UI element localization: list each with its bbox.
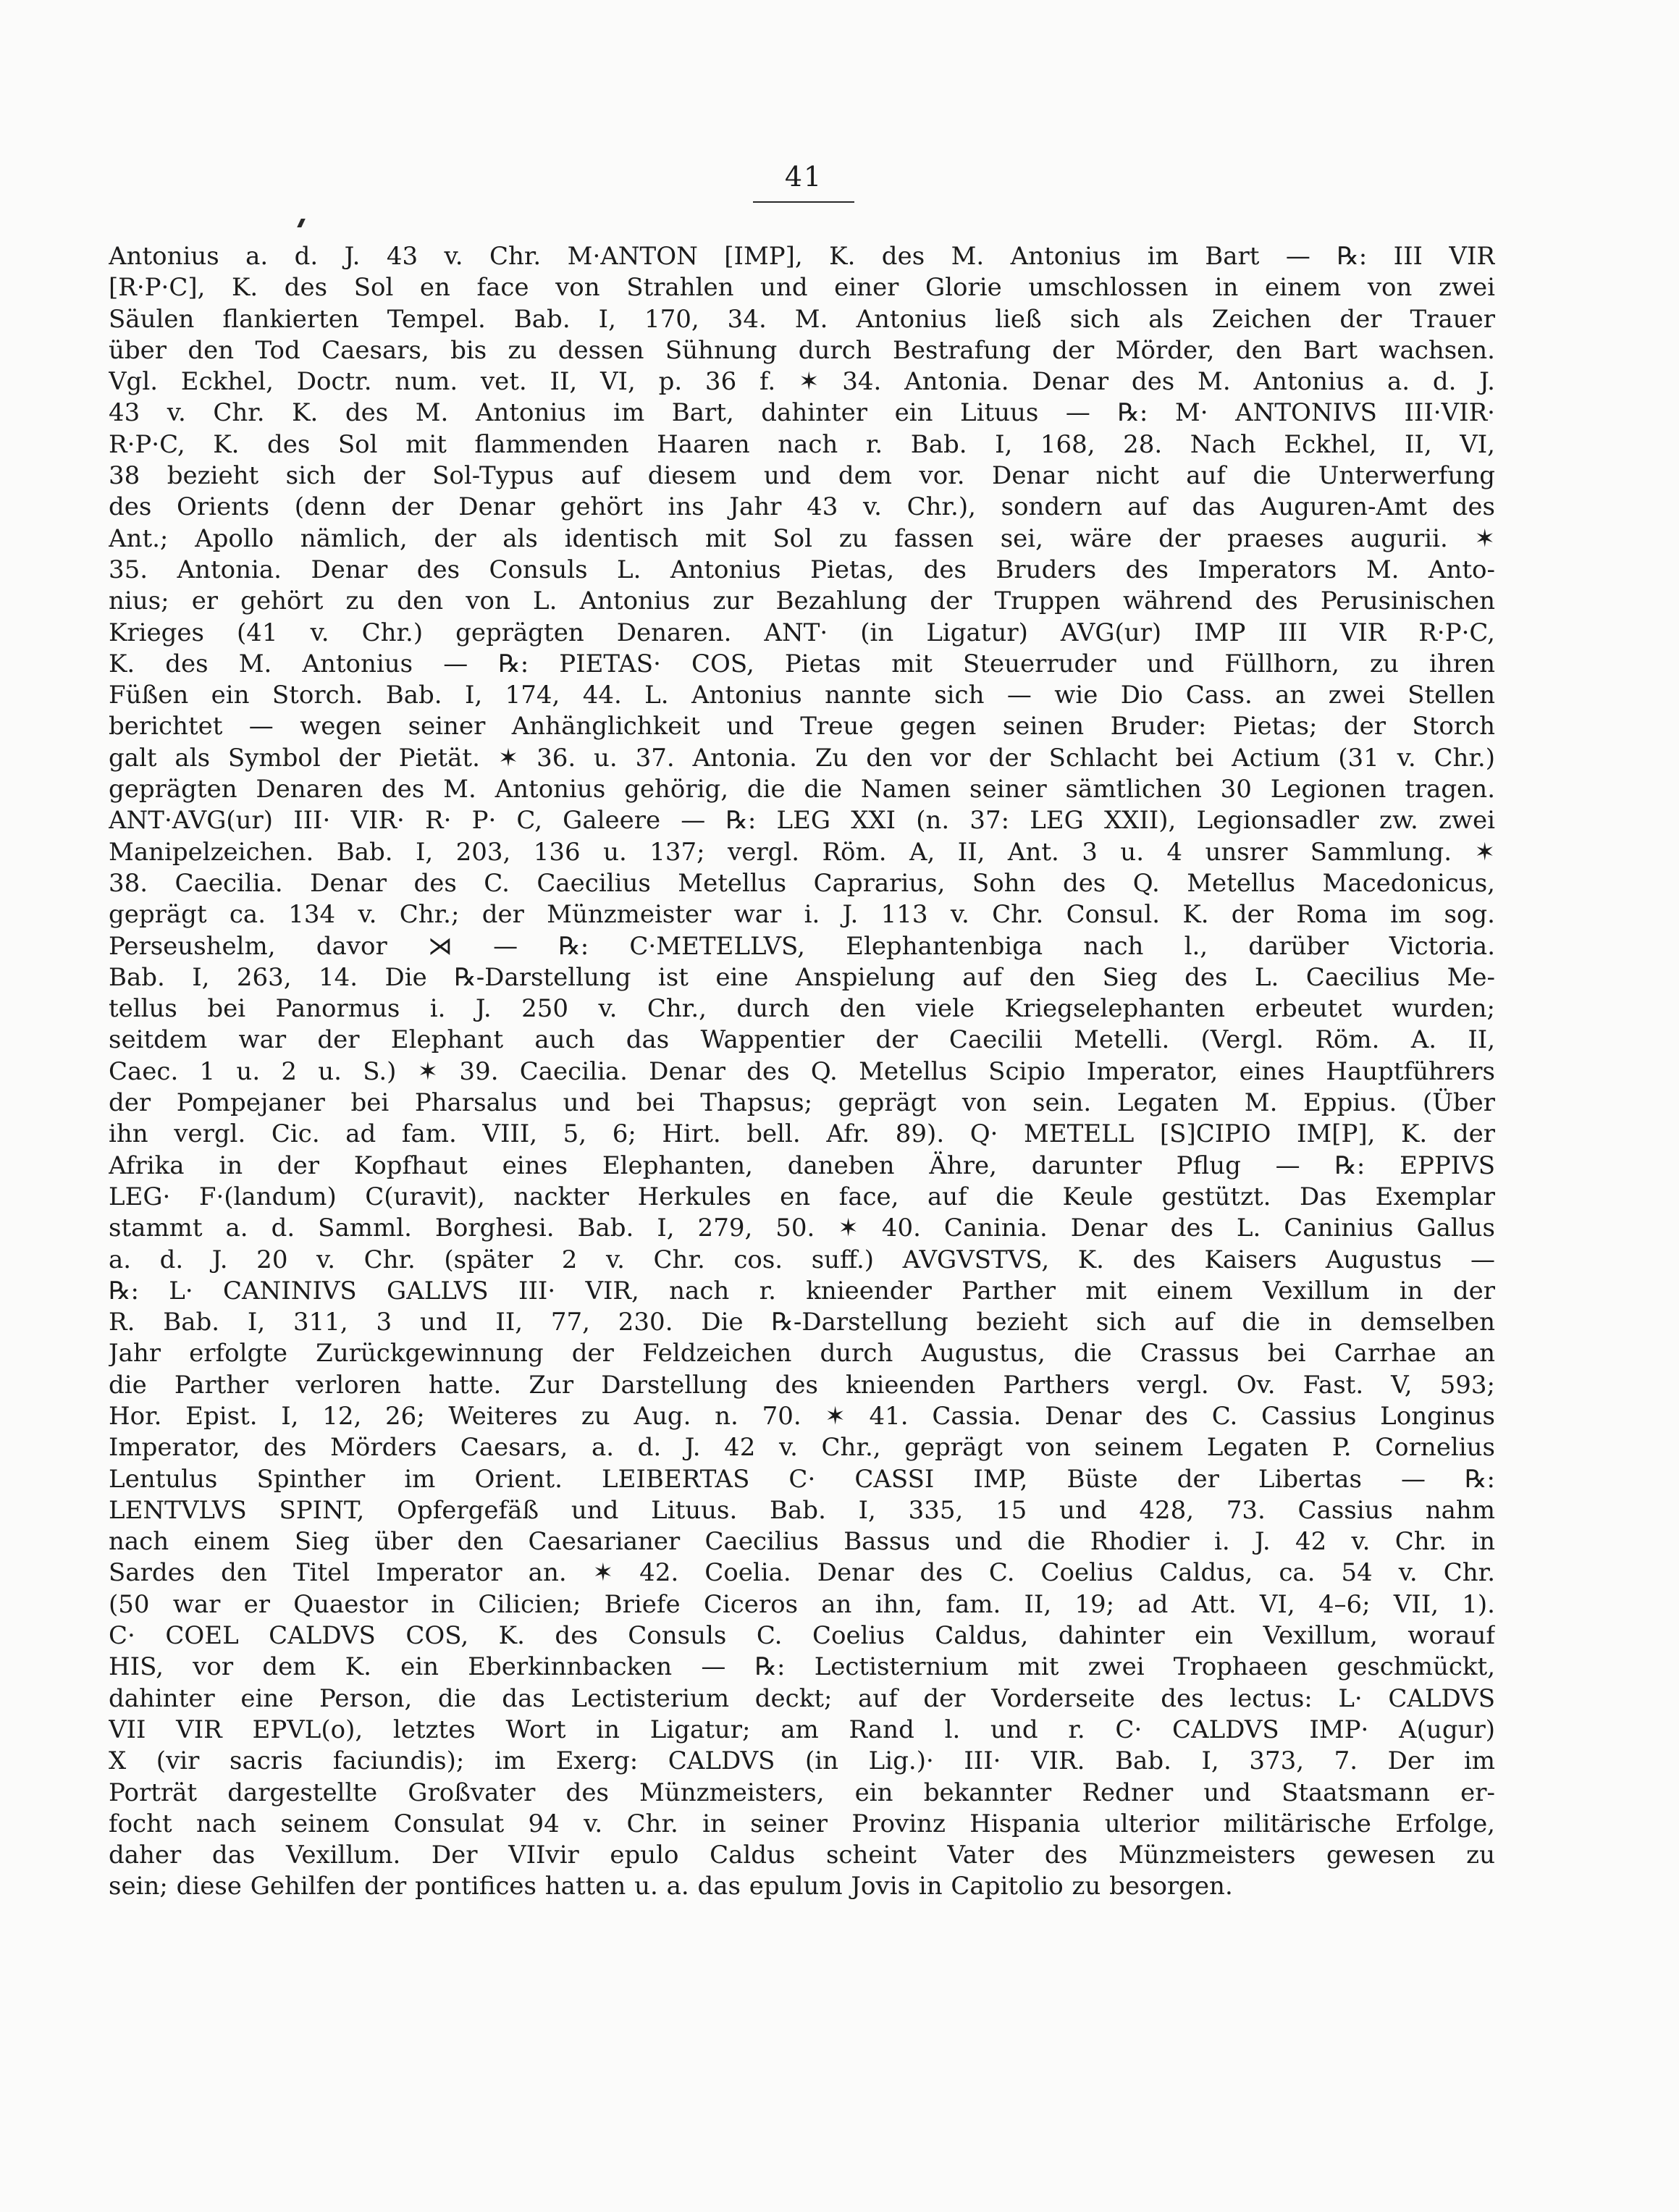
text-line: galt als Symbol der Pietät. ✶ 36. u. 37. Antonia. Zu den vor der Schlacht bei Actium (31 v. Chr.) [109, 743, 1495, 773]
text-line: des Orients (denn der Denar gehört ins Jahr 43 v. Chr.), sondern auf das Auguren-Amt des [109, 492, 1495, 522]
text-line: R·P·C, K. des Sol mit flammenden Haaren nach r. Bab. I, 168, 28. Nach Eckhel, II, VI, [109, 429, 1495, 459]
text-line: über den Tod Caesars, bis zu dessen Sühnung durch Bestrafung der Mörder, den Bart wachsen. [109, 335, 1495, 365]
text-line: (50 war er Quaestor in Cilicien; Briefe Ciceros an ihn, fam. II, 19; ad Att. VI, 4–6; VII, 1). [109, 1589, 1495, 1619]
text-line: VII VIR EPVL(o), letztes Wort in Ligatur; am Rand l. und r. C· CALDVS IMP· A(ugur) [109, 1715, 1495, 1744]
text-line: seitdem war der Elephant auch das Wappentier der Caecilii Metelli. (Vergl. Röm. A. II, [109, 1025, 1495, 1055]
text-line: Säulen flankierten Tempel. Bab. I, 170, 34. M. Antonius ließ sich als Zeichen der Trauer [109, 304, 1495, 334]
text-line: ihn vergl. Cic. ad fam. VIII, 5, 6; Hirt. bell. Afr. 89). Q· METELL [S]CIPIO IM[P], K. der [109, 1119, 1495, 1149]
text-line: focht nach seinem Consulat 94 v. Chr. in seiner Provinz Hispania ulterior militärische Erfolge, [109, 1809, 1495, 1838]
text-line: der Pompejaner bei Pharsalus und bei Thapsus; geprägt von sein. Legaten M. Eppius. (Über [109, 1088, 1495, 1118]
text-line: a. d. J. 20 v. Chr. (später 2 v. Chr. cos. suff.) AVGVSTVS, K. des Kaisers Augustus — [109, 1245, 1495, 1274]
text-line: C· COEL CALDVS COS, K. des Consuls C. Coelius Caldus, dahinter ein Vexillum, worauf [109, 1621, 1495, 1651]
text-line: stammt a. d. Samml. Borghesi. Bab. I, 279, 50. ✶ 40. Caninia. Denar des L. Caninius Gallus [109, 1214, 1495, 1243]
body-text [109, 241, 1495, 1903]
text-line: geprägt ca. 134 v. Chr.; der Münzmeister war i. J. 113 v. Chr. Consul. K. der Roma im sog. [109, 900, 1495, 930]
text-line: Bab. I, 263, 14. Die ℞-Darstellung ist eine Anspielung auf den Sieg des L. Caecilius Me- [109, 962, 1495, 992]
text-line: Ant.; Apollo nämlich, der als identisch mit Sol zu fassen sei, wäre der praeses augurii. ✶ [109, 523, 1495, 553]
text-line: nach einem Sieg über den Caesarianer Caecilius Bassus und die Rhodier i. J. 42 v. Chr. in [109, 1527, 1495, 1557]
text-line: Lentulus Spinther im Orient. LEIBERTAS C· CASSI IMP, Büste der Libertas — ℞: [109, 1464, 1495, 1494]
text-line: Manipelzeichen. Bab. I, 203, 136 u. 137; vergl. Röm. A, II, Ant. 3 u. 4 unsrer Sammlung. ✶ [109, 837, 1495, 867]
text-line: Porträt dargestellte Großvater des Münzmeisters, ein bekannter Redner und Staatsmann er- [109, 1778, 1495, 1807]
text-line: Imperator, des Mörders Caesars, a. d. J. 42 v. Chr., geprägt von seinem Legaten P. Cornelius [109, 1433, 1495, 1463]
margin-mark [297, 219, 306, 227]
text-line: ANT·AVG(ur) III· VIR· R· P· C, Galeere — ℞: LEG XXI (n. 37: LEG XXII), Legionsadler zw. zwei [109, 806, 1495, 836]
text-line: Hor. Epist. I, 12, 26; Weiteres zu Aug. n. 70. ✶ 41. Cassia. Denar des C. Cassius Longinus [109, 1401, 1495, 1431]
text-line: tellus bei Panormus i. J. 250 v. Chr., durch den viele Kriegselephanten erbeutet wurden; [109, 994, 1495, 1024]
text-line: [R·P·C], K. des Sol en face von Strahlen und einer Glorie umschlossen in einem von zwei [109, 273, 1495, 303]
text-line: Antonius a. d. J. 43 v. Chr. M·ANTON [IMP], K. des M. Antonius im Bart — ℞: III VIR [109, 242, 1495, 271]
text-line: LEG· F·(landum) C(uravit), nackter Herkules en face, auf die Keule gestützt. Das Exemplar [109, 1182, 1495, 1211]
text-line: sein; diese Gehilfen der pontifices hatten u. a. das epulum Jovis in Capitolio zu besorgen. [109, 1872, 1233, 1901]
text-line: Caec. 1 u. 2 u. S.) ✶ 39. Caecilia. Denar des Q. Metellus Scipio Imperator, eines Hauptführers [109, 1056, 1495, 1086]
text-line: 35. Antonia. Denar des Consuls L. Antonius Pietas, des Bruders des Imperators M. Anto- [109, 555, 1495, 584]
text-line: Afrika in der Kopfhaut eines Elephanten, daneben Ähre, darunter Pflug — ℞: EPPIVS [109, 1151, 1495, 1180]
text-line: Krieges (41 v. Chr.) geprägten Denaren. ANT· (in Ligatur) AVG(ur) IMP III VIR R·P·C, [109, 618, 1495, 647]
text-line: X (vir sacris faciundis); im Exerg: CALDVS (in Lig.)· III· VIR. Bab. I, 373, 7. Der im [109, 1746, 1495, 1776]
text-line: dahinter eine Person, die das Lectisterium deckt; auf der Vorderseite des lectus: L· CALDVS [109, 1683, 1495, 1713]
text-line: 38 bezieht sich der Sol-Typus auf diesem und dem vor. Denar nicht auf die Unterwerfung [109, 461, 1495, 491]
text-line: R. Bab. I, 311, 3 und II, 77, 230. Die ℞-Darstellung bezieht sich auf die in demselben [109, 1308, 1495, 1337]
text-line: Perseushelm, davor ⋊ — ℞: C·METELLVS, Elephantenbiga nach l., darüber Victoria. [109, 931, 1495, 961]
text-line: berichtet — wegen seiner Anhänglichkeit und Treue gegen seinen Bruder: Pietas; der Storch [109, 712, 1495, 741]
text-line: daher das Vexillum. Der VIIvir epulo Caldus scheint Vater des Münzmeisters gewesen zu [109, 1841, 1495, 1870]
text-line: nius; er gehört zu den von L. Antonius zur Bezahlung der Truppen während des Perusinischen [109, 586, 1495, 616]
text-line: LENTVLVS SPINT, Opfergefäß und Lituus. Bab. I, 335, 15 und 428, 73. Cassius nahm [109, 1495, 1495, 1525]
text-line: 43 v. Chr. K. des M. Antonius im Bart, dahinter ein Lituus — ℞: M· ANTONIVS III·VIR· [109, 398, 1495, 428]
text-line: Füßen ein Storch. Bab. I, 174, 44. L. Antonius nannte sich — wie Dio Cass. an zwei Stellen [109, 681, 1495, 710]
text-line: ℞: L· CANINIVS GALLVS III· VIR, nach r. knieender Parther mit einem Vexillum in der [109, 1276, 1495, 1305]
text-line: K. des M. Antonius — ℞: PIETAS· COS, Pietas mit Steuerruder und Füllhorn, zu ihren [109, 649, 1495, 678]
text-line: geprägten Denaren des M. Antonius gehörig, die die Namen seiner sämtlichen 30 Legionen tragen. [109, 775, 1495, 804]
text-line: 38. Caecilia. Denar des C. Caecilius Metellus Caprarius, Sohn des Q. Metellus Macedonicus, [109, 868, 1495, 898]
text-line: Sardes den Titel Imperator an. ✶ 42. Coelia. Denar des C. Coelius Caldus, ca. 54 v. Chr. [109, 1558, 1495, 1588]
text-line: HIS, vor dem K. ein Eberkinnbacken — ℞: Lectisternium mit zwei Trophaeen geschmückt, [109, 1652, 1495, 1682]
text-line: Vgl. Eckhel, Doctr. num. vet. II, VI, p. 36 f. ✶ 34. Antonia. Denar des M. Antonius a. d. J. [109, 367, 1495, 397]
page-number: 41 [784, 161, 823, 193]
text-line: die Parther verloren hatte. Zur Darstellung des knieenden Parthers vergl. Ov. Fast. V, 593; [109, 1370, 1495, 1400]
page-number-rule [753, 201, 854, 203]
text-line: Jahr erfolgte Zurückgewinnung der Feldzeichen durch Augustus, die Crassus bei Carrhae an [109, 1339, 1495, 1368]
